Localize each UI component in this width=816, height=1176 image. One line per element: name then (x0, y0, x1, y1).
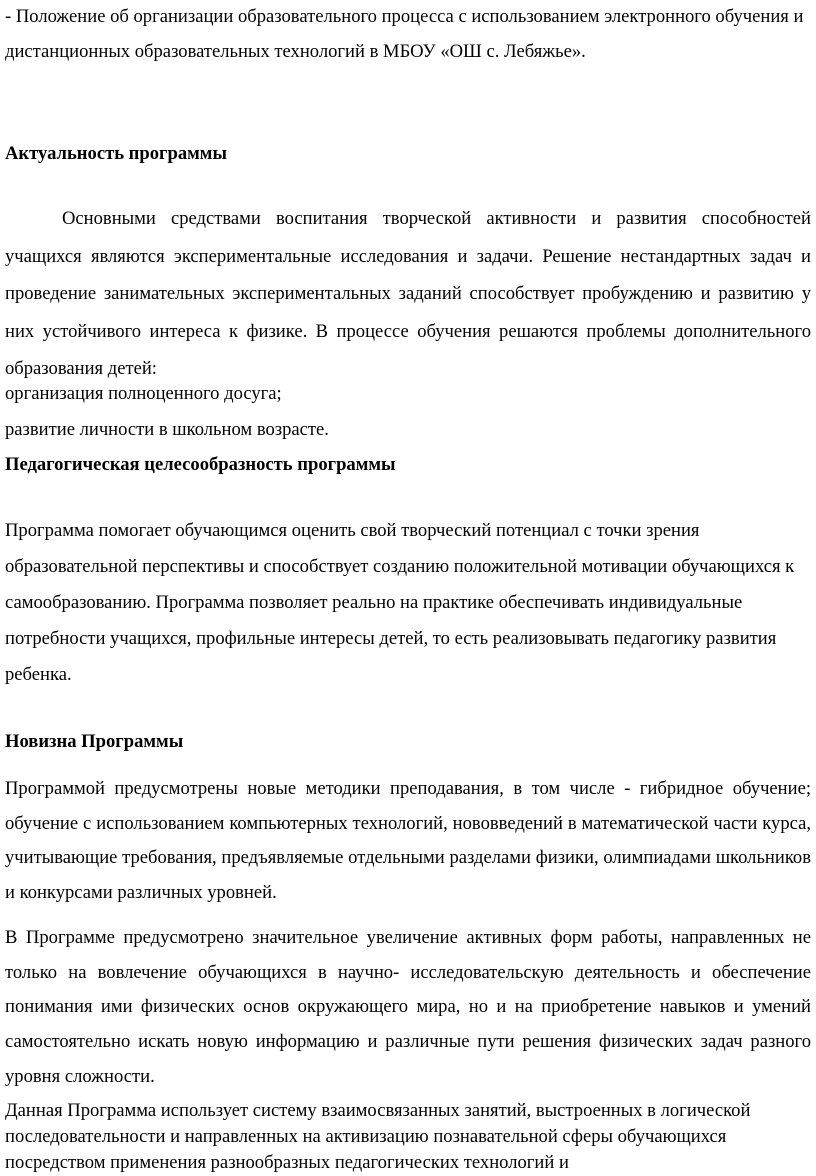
expediency-paragraph: Программа помогает обучающимся оценить свой творческий потенциал с точки зрения образовательной перспективы и способствует созданию положительной мотивации обучающихся к самообразованию. Программа позволяет реально на практике обеспечивать индивидуальные потребности учащихся, профильные интересы детей, то есть реализовывать педагогику развития ребенка. (5, 520, 795, 685)
relevance-item-1: организация полноценного досуга; (5, 383, 282, 404)
novelty-paragraph-2: В Программе предусмотрено значительное увеличение активных форм работы, направленных не только на вовлечение обучающихся в научно- исследовательскую деятельность и обеспечение понимания ими физических основ окружающего мира, но и на приобретение навыков и умений самостоятельно искать новую информацию и различные пути решения физических задач разного уровня сложности. (5, 927, 811, 1087)
novelty-paragraph-3: Данная Программа использует систему взаимосвязанных занятий, выстроенных в логической последовательности и направленных на активизацию познавательной сферы обучающихся посредством применения разнообразных педагогических технологий и (5, 1100, 751, 1173)
expediency-heading: Педагогическая целесообразность программы (5, 454, 396, 475)
intro-text: - Положение об организации образовательного процесса с использованием электронного обучения и дистанционных образовательных технологий в МБОУ «ОШ с. Лебяжье». (5, 6, 804, 62)
novelty-paragraph-1: Программой предусмотрены новые методики преподавания, в том числе - гибридное обучение; обучение с использованием компьютерных технологий, нововведений в математической части курса, учитывающие требования, предъявляемые отдельными разделами физики, олимпиадами школьников и конкурсами различных уровней. (5, 778, 811, 904)
novelty-heading: Новизна Программы (5, 731, 184, 752)
relevance-paragraph: Основными средствами воспитания творческой активности и развития способностей учащихся являются экспериментальные исследования и задачи. Решение нестандартных задач и проведение занимательных экспериментальных заданий способствует пробуждению и развитию у них устойчивого интереса к физике. В процессе обучения решаются проблемы дополнительного образования детей: (5, 208, 811, 379)
relevance-heading: Актуальность программы (5, 143, 227, 164)
relevance-item-2: развитие личности в школьном возрасте. (5, 419, 329, 440)
